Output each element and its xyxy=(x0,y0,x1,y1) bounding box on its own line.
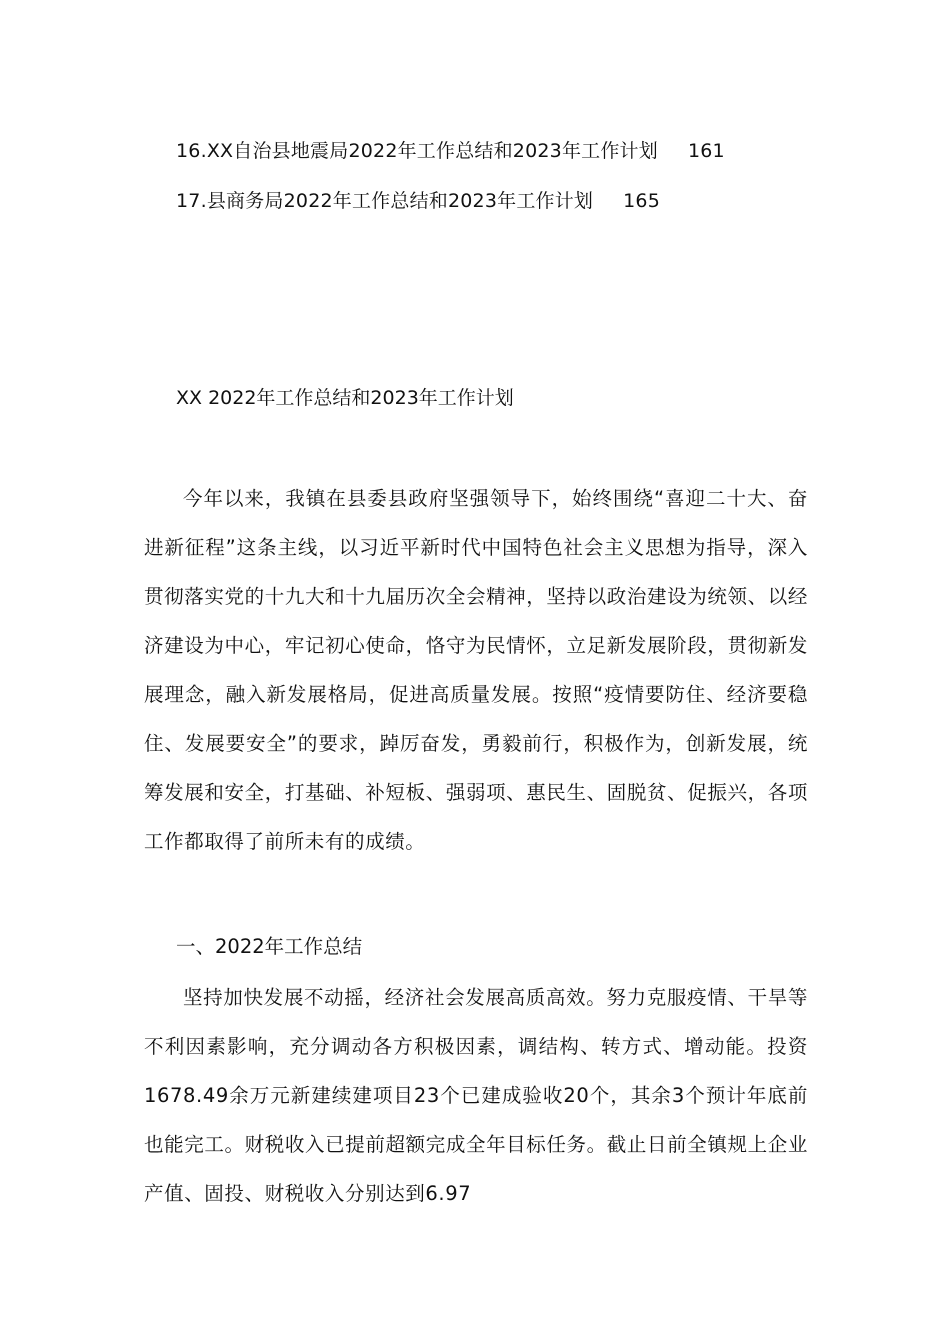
document-title: XX 2022年工作总结和2023年工作计划 xyxy=(176,387,514,409)
section-paragraph: 坚持加快发展不动摇，经济社会发展高质高效。努力克服疫情、干旱等不利因素影响，充分调动各方积极因素，调结构、转方式、增动能。投资1678.49余万元新建续建项目23个已建成验收20个，其余3个预计年底前也能完工。财税收入已提前超额完成全年目标任务。截止日前全镇规上企业产值、固投、财税收入分别达到6.97 xyxy=(144,986,808,1205)
toc-entry-label: 17.县商务局2022年工作总结和2023年工作计划 xyxy=(176,190,594,212)
toc-entry[interactable] xyxy=(176,139,725,163)
toc-entry[interactable] xyxy=(176,189,660,213)
toc-entry-label: 16.XX自治县地震局2022年工作总结和2023年工作计划 xyxy=(176,140,658,162)
toc-entry-page: 161 xyxy=(687,140,725,162)
toc-entry-page: 165 xyxy=(623,190,660,212)
section-heading: 一、2022年工作总结 xyxy=(176,935,363,958)
intro-paragraph: 今年以来，我镇在县委县政府坚强领导下，始终围绕“喜迎二十大、奋进新征程”这条主线，以习近平新时代中国特色社会主义思想为指导，深入贯彻落实党的十九大和十九届历次全会精神，坚持以政治建设为统领、以经济建设为中心，牢记初心使命，恪守为民情怀，立足新发展阶段，贯彻新发展理念，融入新发展格局，促进高质量发展。按照“疫情要防住、经济要稳住、发展要安全”的要求，踔厉奋发，勇毅前行，积极作为，创新发展，统筹发展和安全，打基础、补短板、强弱项、惠民生、固脱贫、促振兴，各项工作都取得了前所未有的成绩。 xyxy=(144,487,808,853)
